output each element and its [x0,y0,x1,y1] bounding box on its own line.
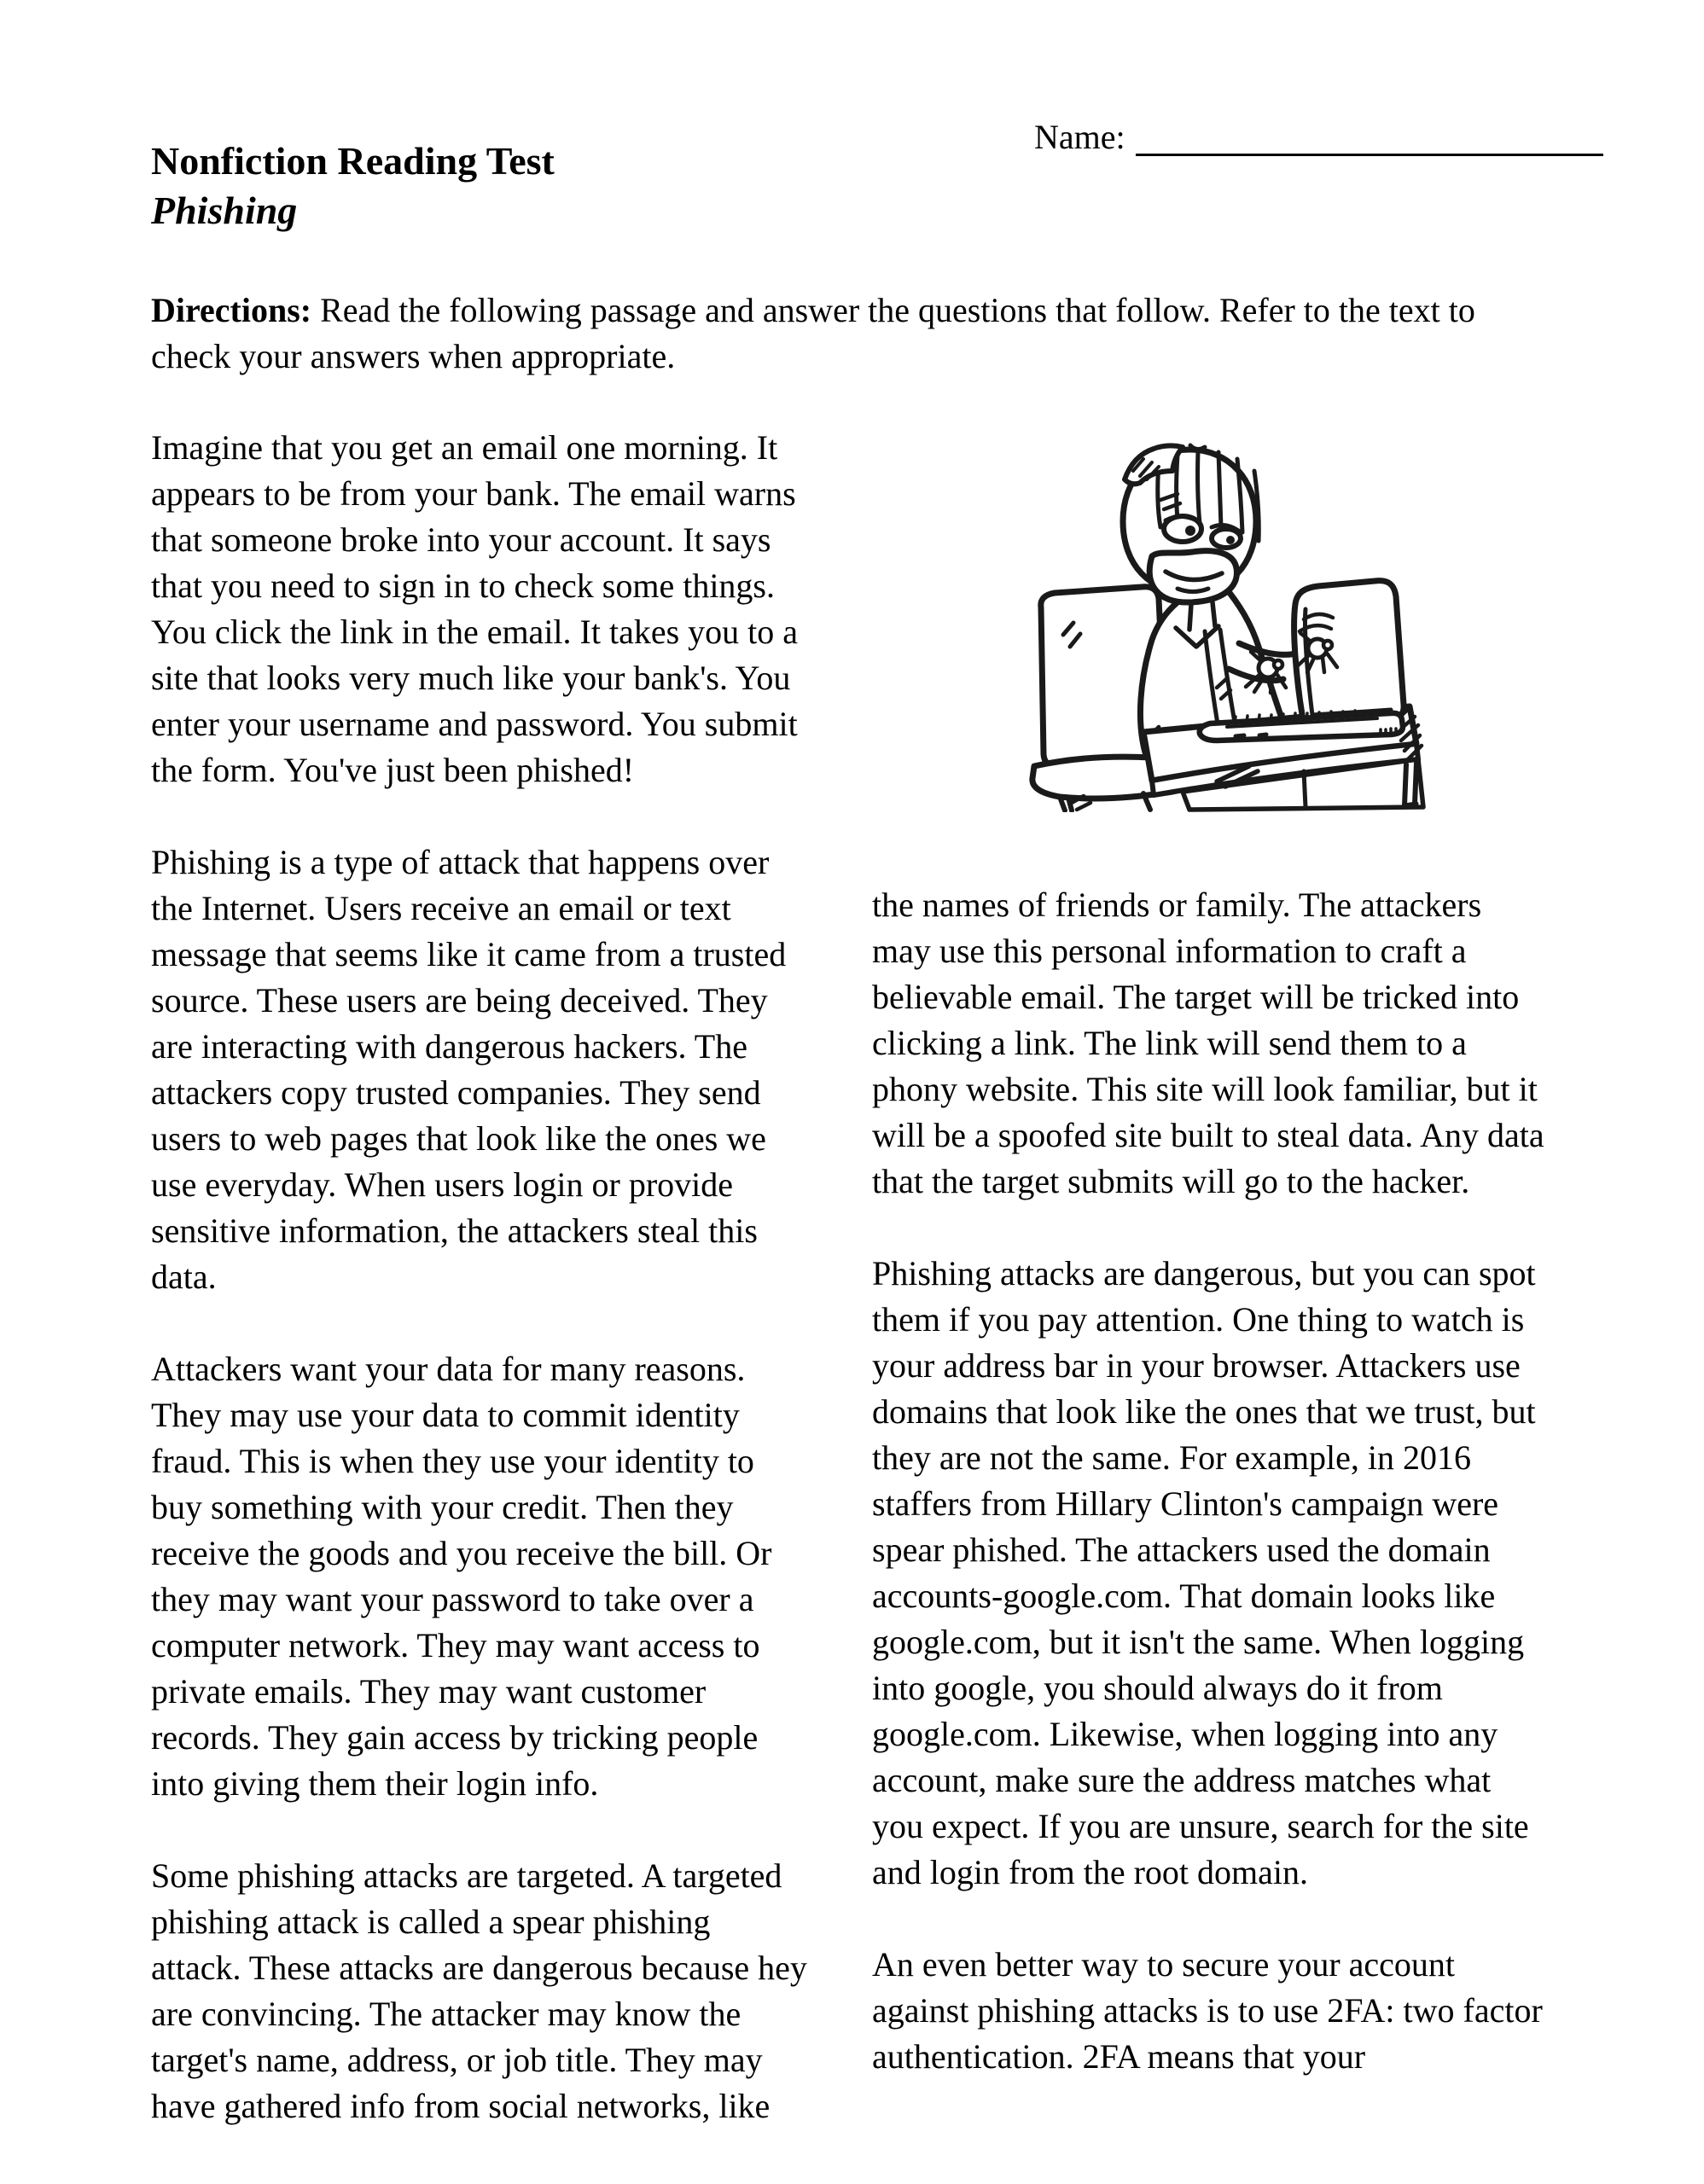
paragraph: An even better way to secure your account against phishing attacks is to use 2FA: two factor authentication. 2FA means that your [872,1945,1543,2076]
name-row [1034,118,1603,156]
paragraph: the names of friends or family. The attackers may use this personal information to craft a believable email. The target will be tricked into clicking a link. The link will send them to a phony website. This site will look familiar, but it will be a spoofed site built to steal data. Any data that the target submits will go to the hacker. [872,886,1544,1200]
directions [151,288,1525,380]
paragraph: Phishing is a type of attack that happens over the Internet. Users receive an email or text message that seems like it came from a trusted source. These users are being deceived. They are interacting with dangerous hackers. The attackers copy trusted companies. They send users to web pages that look like the ones we use everyday. When users login or provide sensitive information, the attackers steal this data. [151,843,787,1296]
paragraph: Imagine that you get an email one morning. It appears to be from your bank. The email warns that someone broke into your account. It says that you need to sign in to check some things. You click the link in the email. It takes you to a site that looks very much like your bank's. You enter your username and password. You submit the form. You've just been phished! [151,428,799,789]
masked-hacker-illustration-svg [1015,427,1538,812]
page-title: Nonfiction Reading Test [151,139,555,183]
name-label: Name: [1034,118,1125,156]
paragraph: Attackers want your data for many reasons. They may use your data to commit identity fraud. This is when they use your identity to buy something with your credit. Then they receive the goods and you receive the bill. Or they may want your password to take over a computer network. They may want access to private emails. They may want customer records. They gain access by tricking people into giving them their login info. [151,1350,772,1803]
paragraph: Some phishing attacks are targeted. A targeted phishing attack is called a spear phishing attack. These attacks are dangerous because hey are convincing. The attacker may know the target's name, address, or job title. They may have gathered info from social networks, like [151,1856,807,2125]
paragraph: Phishing attacks are dangerous, but you can spot them if you pay attention. One thing to watch is your address bar in your browser. Attackers use domains that look like the ones that we trust, but they are not the same. For example, in 2016 staffers from Hillary Clinton's campaign were spear phished. The attackers used the domain accounts-google.com. That domain looks like google.com, but it isn't the same. When logging into google, you should always do it from google.com. Likewise, when logging into any account, make sure the address matches what you expect. If you are unsure, search for the site and login from the root domain. [872,1254,1536,1891]
page-subtitle: Phishing [151,189,298,232]
passage-left-column [151,425,808,2175]
title-block [151,136,555,235]
passage-right-column [872,882,1546,2126]
directions-label: Directions: [151,291,312,329]
mouth [1149,551,1236,602]
name-blank-line [1136,118,1603,156]
directions-text: Read the following passage and answer the questions that follow. Refer to the text to check your answers when appropriate. [151,291,1475,375]
hacker-illustration [1015,427,1538,812]
